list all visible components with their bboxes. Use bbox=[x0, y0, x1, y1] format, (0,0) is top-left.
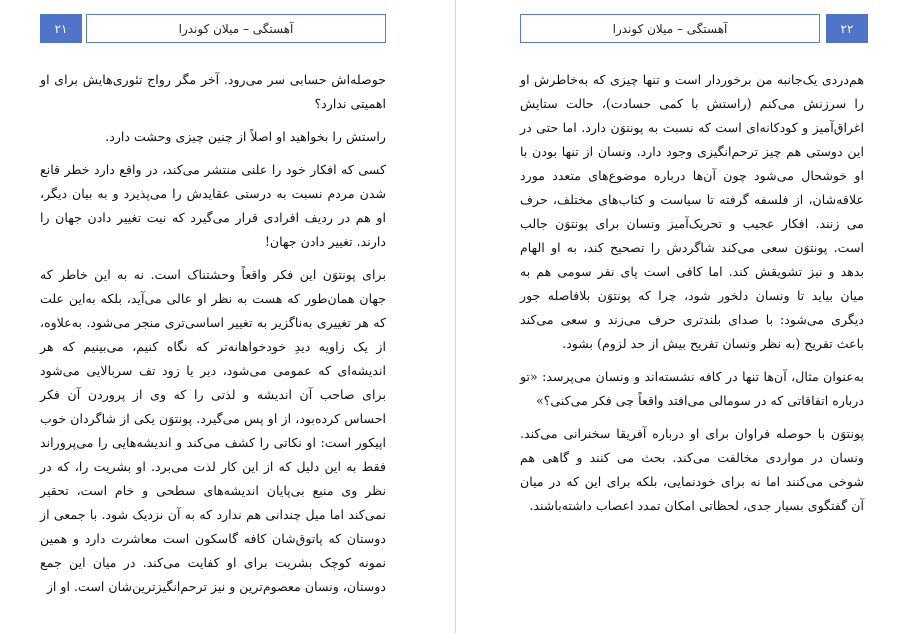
left-page-number: ۲۱ bbox=[40, 14, 82, 43]
right-running-title: آهستگی – میلان کوندرا bbox=[520, 14, 820, 43]
left-page bbox=[0, 0, 455, 633]
right-page-body bbox=[520, 68, 864, 527]
paragraph: راستش را بخواهید او اصلاً از چنین چیزی وحشت دارد. bbox=[105, 129, 386, 144]
right-page-number: ۲۲ bbox=[826, 14, 868, 43]
right-page bbox=[458, 0, 916, 633]
page-gutter-divider bbox=[455, 0, 456, 633]
left-running-title: آهستگی – میلان کوندرا bbox=[86, 14, 386, 43]
paragraph: پونتوَن با حوصله فراوان برای او درباره آفریقا سخنرانی می‌کند. ونسان در مواردی مخالفت می‌کند. بحث می کنند و گاهی هم شوخی می‌کنند اما نه برای خودنمایی، بلکه برای این که در میان آن گفتگوی بسیار جدی، لحظاتی امکان تمدد اعصاب داشته‌باشند. bbox=[520, 426, 864, 513]
paragraph: برای پونتوَن این فکر واقعاً وحشتناک است. نه به این خاطر که جهان همان‌طور که هست به نظر او عالی می‌آید، بلکه به‌این علت که هر تغییری به‌ناگزیر به تغییر اساسی‌تری منجر می‌شود. به‌علاوه، از یک زاویه دیدِ خودخواهانه‌تر که نگاه کنیم، می‌بینیم که هر اندیشه‌ای که عمومی می‌شود، دیر یا زود تف سربالایی می‌شود برای صاحب آن اندیشه و لذتی را که وی از پروردن آن فکر احساس کرده‌بود، از او پس می‌گیرد. پونتوَن یکی از شاگردان خوب اپیکور است: او نکاتی را کشف می‌کند و اندیشه‌هایی را می‌پروراند فقط به این دلیل که از این کار لذت می‌برد. او بشریت را، که در نظر وی منبع بی‌پایان اندیشه‌های سطحی و خام است، تحقیر نمی‌کند اما میل چندانی هم ندارد که به آن نزدیک شود. با جمعی از دوستان که پاتوق‌شان کافه گاسکون است معاشرت دارد و همین نمونه کوچک بشریت برای او کفایت می‌کند. در میان این جمع دوستان، ونسان معصوم‌ترین و نیز ترحم‌انگیزترین‌شان است. او از bbox=[40, 267, 386, 594]
left-page-body bbox=[40, 68, 386, 608]
paragraph: کسی که افکار خود را علنی منتشر می‌کند، در واقع دارد خطر قانع شدن مردم نسبت به درستی عقایدش را می‌پذیرد و به بیان دیگر، او هم در ردیف افرادی قرار می‌گیرد که نیت تغییر دادن جهان را دارند. تغییر دادن جهان! bbox=[40, 162, 386, 249]
paragraph: هم‌دردی یک‌جانبه من برخوردار است و تنها چیزی که به‌خاطرش او را سرزنش می‌کنم (راستش با کمی حسادت)، حالت ستایش اغراق‌آمیز و کودکانه‌ای است که نسبت به پونتوَن دارد. اما حتی در این دوستی هم چیز ترحم‌انگیزی وجود دارد. ونسان از تنها بودن با او خوشحال می‌شود چون آن‌ها درباره موضوع‌های متعدد مورد علاقه‌شان، از فلسفه گرفته تا سیاست و کتاب‌های مختلف، حرف می زنند. افکار عجیب و تحریک‌آمیز ونسان برای پونتوَن جالب است. پونتوَن سعی می‌کند شاگردش را تصحیح کند، به او الهام بدهد و نیز تشویقش کند. اما کافی است پای نفر سومی هم به میان بیاید تا ونسان دلخور شود، چرا که پونتوَن بلافاصله جور دیگری می‌شود: با صدای بلندتری حرف می‌زند و سعی می‌کند باعث تفریح (به نظر ونسان تفریح بیش از حد لزوم) بشود. bbox=[520, 72, 864, 351]
paragraph: حوصله‌اش حسابی سر می‌رود. آخر مگر رواج تئوری‌هایش برای او اهمیتی ندارد؟ bbox=[40, 72, 386, 111]
paragraph: به‌عنوان مثال، آن‌ها تنها در کافه نشسته‌اند و ونسان می‌پرسد: «تو درباره اتفاقاتی که در سومالی می‌افتد واقعاً چی فکر می‌کنی؟» bbox=[520, 369, 864, 408]
